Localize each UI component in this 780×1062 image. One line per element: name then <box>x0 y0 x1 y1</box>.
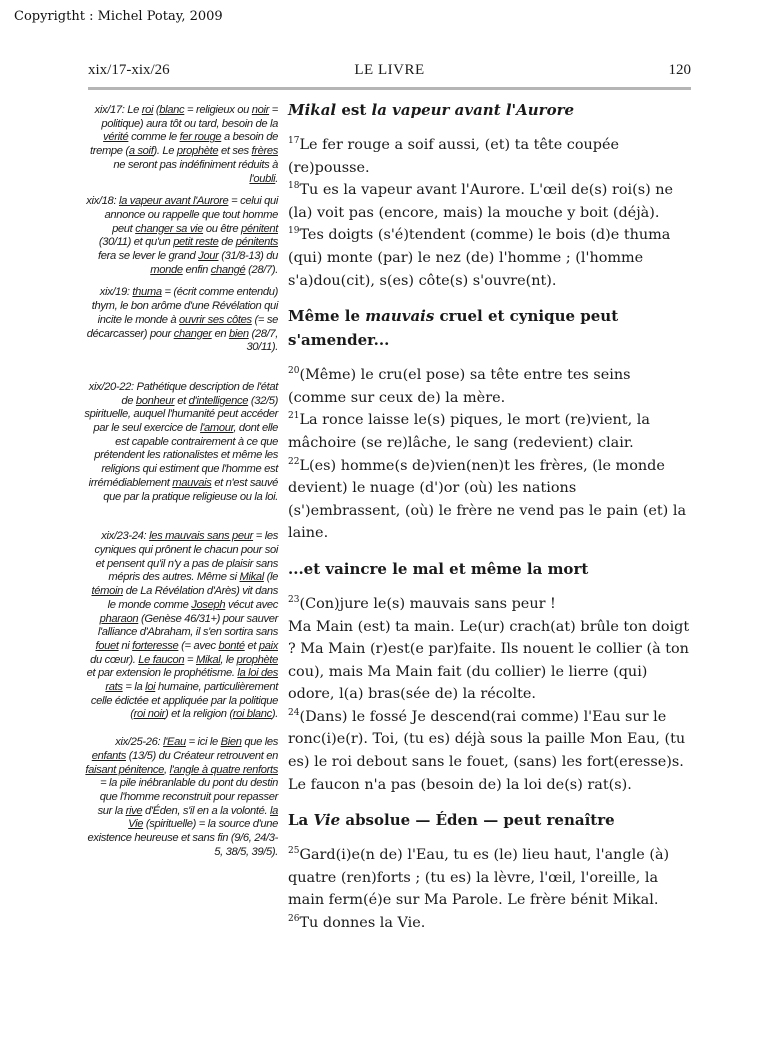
note-keyword: l'amour <box>200 422 234 435</box>
note-text: = la <box>122 681 146 694</box>
note-keyword: changer <box>173 327 212 340</box>
note-keyword: témoin <box>91 585 123 598</box>
section-title-part: cruel et cynique peut s'amender... <box>288 307 619 350</box>
verse-text: Tu donnes la Vie. <box>299 915 426 932</box>
section <box>288 304 692 545</box>
verse-number: 21 <box>288 411 300 422</box>
section-title-part: Même le <box>288 307 366 326</box>
verse-text: Gard(i)e(n de) l'Eau, tu es (le) lieu haut, l'angle (à) quatre (ren)forts ; (tu es) la lèvre, l'œil, l'oreille, la main ferm(é)e sur Ma Parole. Le frère bénit Mikal. <box>288 847 670 909</box>
note-xix-18 <box>84 195 278 277</box>
header-reference: xix/17-xix/26 <box>88 62 170 78</box>
note-keyword: Bien <box>220 736 242 749</box>
scripture-text <box>288 98 692 935</box>
verse-text: Ma Main (est) ta main. Le(ur) crach(at) brûle ton doigt ? Ma Main (r)est(e par)faite. Ils nouent le collier (à ton cou), mais Ma Main fait (du collier) le lierre (qui) odore, l(a) bras(sée de) la récolte. <box>288 618 690 703</box>
note-text: xix/20-22 <box>88 380 132 393</box>
note-text: enfin <box>182 263 211 276</box>
note-keyword: faisant pénitence <box>85 763 165 776</box>
note-text: = la pile inébranlable du pont du destin que l'homme reconstruit pour repasser sur la <box>97 777 278 817</box>
note-text: : Pathétique description de l'état de <box>121 380 278 407</box>
section-title <box>288 557 692 581</box>
verse-text: (Même) le cru(el pose) sa tête entre tes seins (comme sur ceux de) la mère. <box>288 367 631 406</box>
note-keyword: blanc <box>159 104 185 116</box>
verse-text: La ronce laisse le(s) piques, le mort (re)vient, la mâchoire (se re)lâche, le sang (redevient) clair. <box>288 412 650 451</box>
section-title-part: la vapeur avant l'Aurore <box>371 101 575 119</box>
verse <box>288 774 692 797</box>
note-text: ne seront pas indéfiniment réduits à <box>113 158 278 171</box>
note-keyword: frères <box>251 145 278 158</box>
note-keyword: a soif <box>128 145 154 158</box>
section-title-part: La <box>288 811 314 830</box>
note-keyword: la loi des rats <box>105 667 278 694</box>
note-text: , dont elle est capable contrairement à ce que prétendent les rationalistes et même les religions qui estiment que l'homme est irrémédiablement <box>88 422 278 489</box>
note-text: = les cyniques qui prônent le chacun pour soi et pensent qu'il n'y a pas de plaisir sans mépris des autres. Même si <box>94 530 278 584</box>
section-title-part: est <box>336 101 372 119</box>
note-text: (13/5) du Créateur retrouvent en <box>125 749 278 762</box>
note-keyword: la Vie <box>128 804 278 831</box>
note-text: xix/19 <box>99 286 127 299</box>
section-title-part: ...et vaincre le mal et même la mort <box>288 559 589 578</box>
note-text: xix/18 <box>86 195 114 208</box>
note-text: (= se décarcasser) pour <box>86 313 278 340</box>
verse <box>288 409 692 454</box>
note-text: (30/11) et qu'un <box>98 236 174 249</box>
note-keyword: fouet <box>95 639 119 652</box>
note-keyword: fer rouge <box>179 131 222 144</box>
note-keyword: prophète <box>176 145 219 158</box>
note-keyword: Joseph <box>191 598 226 611</box>
note-text: fera se lever le grand <box>97 250 199 263</box>
verse <box>288 224 692 292</box>
note-keyword: roi <box>141 104 154 116</box>
header-rule <box>88 87 691 90</box>
note-text: a besoin de trempe ( <box>89 131 278 158</box>
note-text: : Le <box>121 104 142 116</box>
section-title-part: mauvais <box>365 307 435 326</box>
note-text: xix/23-24 <box>101 530 144 543</box>
verse-text: Le faucon n'a pas (besoin de) la loi de(s) rat(s). <box>288 776 632 793</box>
note-text: vécut avec <box>225 598 278 611</box>
note-text: = celui qui annonce ou rappelle que tout homme peut <box>104 195 278 235</box>
note-text: = politique) aura tôt ou tard, besoin de la <box>101 104 278 130</box>
note-keyword: la vapeur avant l'Aurore <box>118 195 229 208</box>
verse-number: 18 <box>288 181 300 192</box>
section-title-part: Mikal <box>288 101 337 119</box>
section <box>288 557 692 796</box>
verse <box>288 593 692 616</box>
note-text: : <box>126 286 133 299</box>
verse-number: 20 <box>288 366 300 377</box>
note-text: : <box>143 530 150 543</box>
verse-text: Tes doigts (s'é)tendent (comme) le bois (d)e thuma (qui) monte (par) le nez (de) l'homme ; (l'homme s'a)dou(cit), s(es) côte(s) s'ouvre(nt). <box>288 227 671 289</box>
note-keyword: paix <box>258 639 278 652</box>
note-keyword: thuma <box>132 286 162 299</box>
note-text: (= avec <box>178 639 219 652</box>
verse-number: 19 <box>288 226 300 237</box>
note-text: ou être <box>203 222 241 235</box>
note-text: et ses <box>218 145 252 158</box>
page-header <box>88 62 691 84</box>
note-text: (spirituelle) = la source d'une existence heureuse et sans fin (9/6, 24/3-5, 38/5, 39/5). <box>87 818 278 858</box>
note-text: ( <box>153 104 160 116</box>
note-text: comme le <box>128 131 180 144</box>
commentary-sidebar <box>84 104 278 868</box>
note-xix-19 <box>84 286 278 355</box>
verse <box>288 844 692 912</box>
verse-number: 22 <box>288 456 300 467</box>
note-text: ni <box>118 639 133 652</box>
header-page-number: 120 <box>668 62 691 78</box>
note-keyword: d'intelligence <box>188 394 249 407</box>
note-text: du cœur). <box>90 653 139 666</box>
section-title-part: absolue — Éden — peut renaître <box>340 811 615 830</box>
verse <box>288 706 692 774</box>
note-xix-17 <box>84 104 278 186</box>
note-text: et par extension le prophétisme. <box>86 667 238 680</box>
note-xix-23-24 <box>84 530 278 722</box>
note-keyword: bien <box>228 327 249 340</box>
note-keyword: pharaon <box>99 612 139 625</box>
note-text: que les <box>241 736 278 749</box>
verse <box>288 455 692 545</box>
note-keyword: Le faucon <box>138 653 185 666</box>
note-keyword: roi noir <box>133 708 166 721</box>
section <box>288 808 692 934</box>
section-title <box>288 98 692 122</box>
note-keyword: Mikal <box>195 653 221 666</box>
verse-number: 23 <box>288 595 300 606</box>
note-keyword: ouvrir ses côtes <box>179 313 252 326</box>
note-keyword: Mikal <box>239 571 264 584</box>
note-xix-20-22 <box>84 381 278 504</box>
note-text: et n'est sauvé que par la pratique religieuse ou la loi. <box>103 476 278 503</box>
note-keyword: changé <box>210 263 246 276</box>
note-text: (le <box>263 571 278 584</box>
note-text: = (écrit comme entendu) thym, le bon arôme d'une Révélation qui incite le monde à <box>91 286 278 326</box>
note-xix-25-26 <box>84 736 278 859</box>
note-text: (32/5) spirituelle, auquel l'humanité peut accéder par le seul exercice de <box>84 394 278 435</box>
note-text: : <box>113 195 119 208</box>
section-title-part: Vie <box>313 811 341 830</box>
copyright-notice: Copyrigtht : Michel Potay, 2009 <box>14 9 223 24</box>
note-text: et <box>174 394 189 407</box>
note-keyword: roi blanc <box>232 708 272 721</box>
note-text: (31/8-13) du <box>218 250 278 263</box>
note-text: : <box>157 736 164 749</box>
section-title <box>288 808 692 832</box>
note-text: (Genèse 46/31+) pour sauver l'alliance d'Abraham, il s'en sortira sans <box>97 612 278 639</box>
verse <box>288 179 692 224</box>
note-keyword: l'Eau <box>163 736 186 749</box>
verse <box>288 364 692 409</box>
note-text: , <box>164 763 170 776</box>
note-keyword: rive <box>125 804 143 817</box>
note-keyword: vérité <box>103 131 129 144</box>
note-text: et <box>244 639 259 652</box>
note-text: . <box>275 172 278 185</box>
header-book-title: LE LIVRE <box>354 62 425 78</box>
note-text: (28/7). <box>245 263 278 276</box>
note-text: humaine, particulièrement celle édictée et appliquée par la politique ( <box>90 681 278 721</box>
note-keyword: les mauvais sans peur <box>149 530 254 543</box>
verse-number: 24 <box>288 708 300 719</box>
note-keyword: prophète <box>236 653 278 666</box>
note-text: = <box>184 653 196 666</box>
note-text: = religieux ou <box>184 104 252 116</box>
note-keyword: loi <box>145 681 156 694</box>
verse <box>288 912 692 935</box>
verse-text: (Dans) le fossé Je descend(rai comme) l'Eau sur le ronc(i)e(r). Toi, (tu es) déjà sous la paille Mon Eau, (tu es) le roi debout sans le fouet, (sans) les fort(eresse)s. <box>288 708 686 771</box>
note-keyword: petit reste <box>173 236 219 249</box>
note-text: ). Le <box>153 145 177 158</box>
note-keyword: changer sa vie <box>135 222 204 235</box>
section <box>288 98 692 292</box>
note-keyword: l'oubli <box>249 172 276 185</box>
note-text: xix/25-26 <box>115 736 158 749</box>
note-text: de <box>218 236 236 249</box>
note-text: de La Révélation d'Arès) vit dans le monde comme <box>107 585 278 611</box>
section-title <box>288 304 692 352</box>
note-keyword: pénitent <box>240 222 278 235</box>
note-keyword: bonté <box>218 639 245 652</box>
note-text: , le <box>220 653 237 666</box>
note-keyword: forteresse <box>132 639 179 652</box>
verse-number: 26 <box>288 914 300 925</box>
note-keyword: enfants <box>91 749 126 762</box>
note-text: (28/7, 30/11). <box>246 327 278 354</box>
verse-text: (Con)jure le(s) mauvais sans peur ! <box>299 595 556 612</box>
note-keyword: pénitents <box>235 236 278 249</box>
verse-text: L(es) homme(s de)vien(nen)t les frères, (le monde devient) le nuage (d')or (où) les nations (s')embrassent, (où) le frère ne vend pas le pain (et) la laine. <box>288 457 687 542</box>
note-text: en <box>211 327 229 340</box>
note-text: d'Éden, s'il en a la volonté. <box>142 804 270 817</box>
verse-text: Le fer rouge a soif aussi, (et) ta tête coupée (re)pousse. <box>288 137 620 176</box>
verse-text: Tu es la vapeur avant l'Aurore. L'œil de(s) roi(s) ne (la) voit pas (encore, mais) la mouche y boit (déjà). <box>288 182 674 221</box>
note-keyword: l'angle à quatre renforts <box>169 763 278 776</box>
verse <box>288 616 692 706</box>
note-text: xix/17 <box>94 104 122 116</box>
note-text: ) et la religion ( <box>165 708 233 721</box>
note-keyword: bonheur <box>135 394 175 407</box>
verse-number: 17 <box>288 136 300 147</box>
note-text: ). <box>271 708 278 721</box>
note-keyword: Jour <box>198 250 219 263</box>
note-keyword: mauvais <box>172 476 212 489</box>
note-keyword: noir <box>251 104 270 116</box>
verse <box>288 134 692 179</box>
note-keyword: monde <box>150 263 183 276</box>
verse-number: 25 <box>288 846 300 857</box>
note-text: = ici le <box>185 736 221 749</box>
